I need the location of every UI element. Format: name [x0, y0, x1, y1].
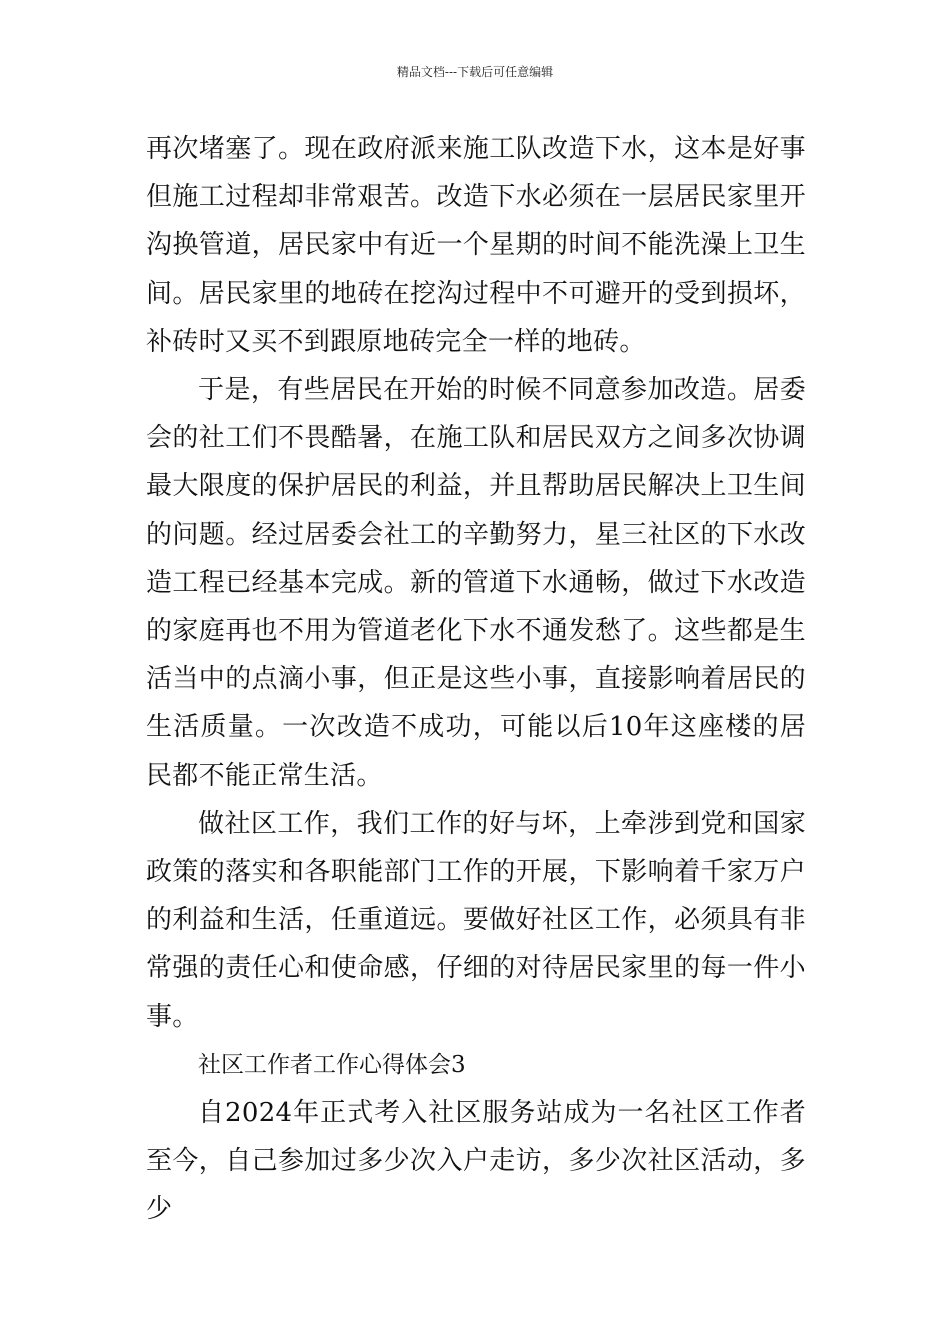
paragraph-4: 自2024年正式考入社区服务站成为一名社区工作者至今，自己参加过多少次入户走访，多少次社区活动，多少	[146, 1098, 806, 1225]
paragraph-3: 做社区工作，我们工作的好与坏，上牵涉到党和国家政策的落实和各职能部门工作的开展，下影响着千家万户的利益和生活，任重道远。要做好社区工作，必须具有非常强的责任心和使命感，仔细的对待居民家里的每一件小事。	[146, 808, 806, 1032]
document-body	[146, 125, 806, 1234]
paragraph-2: 于是，有些居民在开始的时候不同意参加改造。居委会的社工们不畏酷暑，在施工队和居民双方之间多次协调最大限度的保护居民的利益，并且帮助居民解决上卫生间的问题。经过居委会社工的辛勤努力，星三社区的下水改造工程已经基本完成。新的管道下水通畅，做过下水改造的家庭再也不用为管道老化下水不通发愁了。这些都是生活当中的点滴小事，但正是这些小事，直接影响着居民的生活质量。一次改造不成功，可能以后10年这座楼的居民都不能正常生活。	[146, 375, 806, 791]
section-heading: 社区工作者工作心得体会3	[198, 1051, 466, 1078]
paragraph-1: 再次堵塞了。现在政府派来施工队改造下水，这本是好事但施工过程却非常艰苦。改造下水必须在一层居民家里开沟换管道，居民家中有近一个星期的时间不能洗澡上卫生间。居民家里的地砖在挖沟过程中不可避开的受到损坏，补砖时又买不到跟原地砖完全一样的地砖。	[146, 134, 806, 357]
page-header: 精品文档---下载后可任意编辑	[396, 65, 554, 79]
